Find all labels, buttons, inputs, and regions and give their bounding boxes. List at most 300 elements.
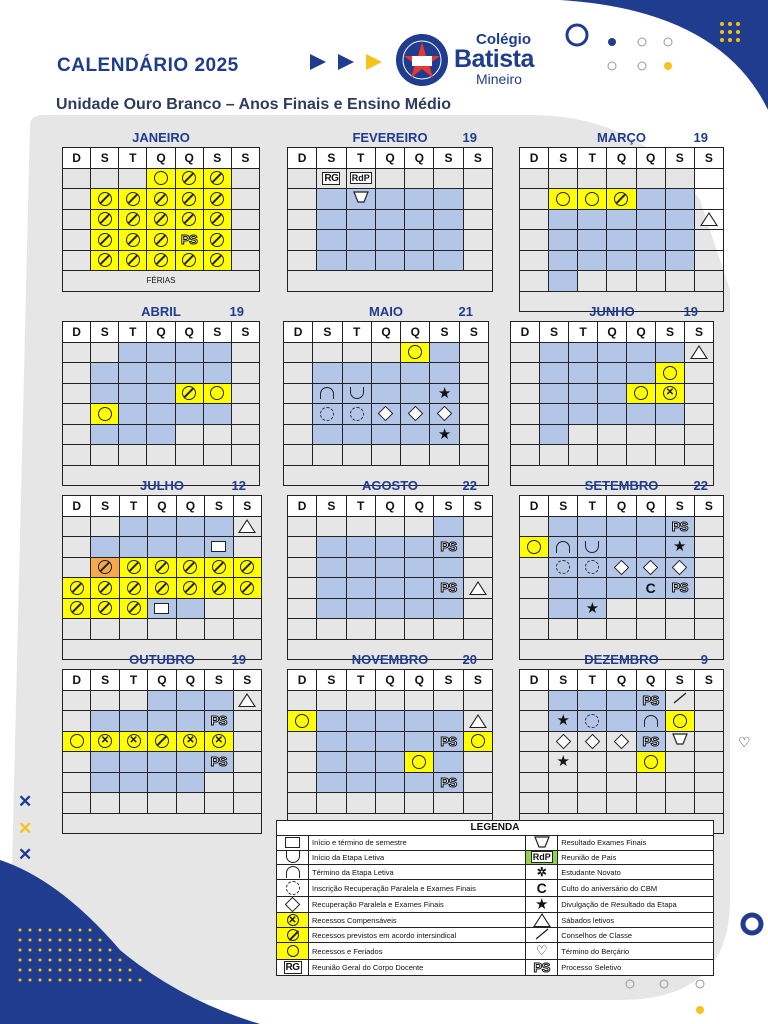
month-abril: [62, 301, 260, 486]
weekday-label: S: [434, 496, 463, 517]
weekday-label: Q: [607, 148, 636, 169]
legend-symbol: [277, 943, 309, 960]
day-cell: [578, 731, 607, 752]
day-cell: [119, 690, 147, 711]
day-cell: [91, 598, 119, 619]
day-cell: [147, 209, 175, 230]
month-maio: [283, 301, 489, 486]
week-row: [520, 772, 724, 793]
weekday-label: S: [685, 322, 714, 343]
recess-slash-circle-icon: [183, 581, 197, 595]
day-cell: [598, 445, 627, 466]
day-cell: [694, 578, 723, 599]
month-março: [519, 127, 724, 312]
day-cell: [578, 250, 607, 271]
day-cell: [607, 230, 636, 251]
legend-symbol: [526, 897, 558, 913]
day-cell: [176, 537, 204, 558]
month-setembro: [519, 475, 724, 660]
recess-slash-circle-icon: [182, 253, 196, 267]
legend-row: [277, 865, 714, 880]
legend-symbol: [526, 928, 558, 943]
recess-slash-circle-icon: [70, 581, 84, 595]
day-cell: [375, 731, 404, 752]
day-cell: [607, 250, 636, 271]
week-row: [288, 772, 493, 793]
day-cell: [91, 516, 119, 537]
school-days-count: 19: [231, 652, 246, 667]
weekday-label: Q: [148, 496, 176, 517]
day-cell: [463, 711, 492, 732]
legend-row: [277, 960, 714, 976]
week-row: [288, 557, 493, 578]
legend-label: Recuperação Paralela e Exames Finais: [309, 897, 526, 913]
day-cell: [607, 711, 636, 732]
day-cell: [434, 772, 463, 793]
day-cell: [405, 793, 434, 814]
week-row: [284, 445, 489, 466]
result-trapezoid-icon: [353, 190, 369, 208]
day-cell: [434, 516, 463, 537]
day-cell: [578, 711, 607, 732]
holiday-circle-icon: [412, 755, 426, 769]
day-cell: [549, 578, 578, 599]
day-cell: [656, 383, 685, 404]
day-cell: [520, 250, 549, 271]
day-cell: [694, 271, 723, 292]
day-cell: [317, 690, 346, 711]
weekday-label: S: [665, 670, 694, 691]
day-cell: [459, 383, 488, 404]
day-cell: [119, 445, 147, 466]
day-cell: [205, 690, 233, 711]
day-cell: [147, 230, 175, 251]
month-table: [519, 147, 724, 312]
week-row: [288, 537, 493, 558]
day-cell: [342, 404, 371, 425]
diamond-icon: [378, 406, 394, 422]
weekday-label: S: [549, 496, 578, 517]
day-cell: [91, 404, 119, 425]
recess-slash-circle-icon: [98, 192, 112, 206]
day-cell: [313, 404, 342, 425]
day-cell: [665, 752, 694, 773]
recess-slash-circle-icon: [155, 560, 169, 574]
day-cell: [231, 209, 259, 230]
month-header: [519, 649, 724, 669]
week-row: [63, 598, 262, 619]
weekday-header-row: [288, 670, 493, 691]
day-cell: [203, 209, 231, 230]
month-name: OUTUBRO: [129, 652, 195, 667]
day-cell: [317, 772, 346, 793]
weekday-label: D: [520, 496, 549, 517]
week-row: [288, 619, 493, 640]
day-cell: [91, 557, 119, 578]
day-cell: [607, 772, 636, 793]
weekday-label: Q: [375, 670, 404, 691]
day-cell: [346, 250, 375, 271]
day-cell: [607, 752, 636, 773]
day-cell: [598, 363, 627, 384]
weekday-label: Q: [636, 496, 665, 517]
weekday-header-row: [63, 670, 262, 691]
week-row: [63, 363, 260, 384]
day-cell: [63, 731, 91, 752]
day-cell: [401, 424, 430, 445]
day-cell: [317, 168, 346, 189]
day-cell: [430, 445, 459, 466]
day-cell: [656, 424, 685, 445]
week-row: [284, 383, 489, 404]
day-cell: [401, 445, 430, 466]
legend-label: Resultado Exames Finais: [558, 835, 714, 850]
week-row: [288, 230, 493, 251]
day-cell: [233, 711, 261, 732]
day-cell: [119, 342, 147, 363]
recess-slash-circle-icon: [614, 192, 628, 206]
month-footer: [63, 813, 262, 834]
weekday-label: S: [463, 670, 492, 691]
holiday-circle-icon: [556, 192, 570, 206]
legend-table: [276, 820, 714, 976]
day-cell: [665, 793, 694, 814]
star-icon: ★: [437, 384, 452, 402]
weekday-label: Q: [375, 148, 404, 169]
day-cell: [434, 619, 463, 640]
week-row: [284, 342, 489, 363]
day-cell: [694, 557, 723, 578]
legend-row: [277, 943, 714, 960]
weekday-header-row: [288, 148, 493, 169]
week-row: [520, 189, 724, 210]
day-cell: [607, 578, 636, 599]
week-row: [63, 250, 260, 271]
week-row: [63, 793, 262, 814]
week-row: [511, 424, 714, 445]
day-cell: [91, 445, 119, 466]
day-cell: [627, 445, 656, 466]
ps-icon: PS: [671, 580, 688, 596]
weekday-label: Q: [401, 322, 430, 343]
weekday-label: D: [288, 670, 317, 691]
day-cell: [463, 230, 492, 251]
day-cell: [119, 752, 147, 773]
day-cell: [520, 557, 549, 578]
day-cell: [578, 189, 607, 210]
day-cell: [375, 209, 404, 230]
day-cell: [63, 578, 91, 599]
weekday-label: S: [694, 670, 723, 691]
day-cell: [176, 516, 204, 537]
month-table: [62, 669, 262, 834]
legend-label: Término da Etapa Letiva: [309, 865, 526, 880]
week-row: [288, 250, 493, 271]
day-cell: [342, 342, 371, 363]
weekday-label: S: [313, 322, 342, 343]
x-mark-icon: ✕: [18, 845, 33, 864]
holiday-circle-icon: [663, 366, 677, 380]
day-cell: [231, 363, 259, 384]
weekday-label: T: [119, 496, 147, 517]
day-cell: [203, 383, 231, 404]
day-cell: [203, 445, 231, 466]
diamond-icon: [672, 559, 688, 575]
day-cell: [91, 752, 119, 773]
legend-symbol: [277, 913, 309, 928]
day-cell: [147, 250, 175, 271]
day-cell: [463, 752, 492, 773]
ps-icon: PS: [642, 692, 659, 708]
page-title: CALENDÁRIO 2025: [57, 55, 239, 76]
diamond-icon: [585, 733, 601, 749]
day-cell: [288, 690, 317, 711]
recess-slash-circle-icon: [210, 212, 224, 226]
weekday-label: S: [434, 670, 463, 691]
weekday-label: S: [549, 148, 578, 169]
day-cell: [175, 209, 203, 230]
week-row: [511, 342, 714, 363]
day-cell: [346, 772, 375, 793]
day-cell: [569, 363, 598, 384]
rdp-icon: RdP: [532, 852, 551, 863]
day-cell: [175, 189, 203, 210]
day-cell: [549, 772, 578, 793]
day-cell: [205, 772, 233, 793]
week-row: [520, 793, 724, 814]
day-cell: [405, 537, 434, 558]
week-row: [63, 752, 262, 773]
day-cell: [598, 424, 627, 445]
diamond-icon: [614, 559, 630, 575]
recess-slash-circle-icon: [98, 212, 112, 226]
heart-icon: ♡: [535, 943, 548, 958]
month-table: [62, 495, 262, 660]
holiday-circle-icon: [471, 734, 485, 748]
day-cell: [405, 598, 434, 619]
day-cell: [346, 516, 375, 537]
day-cell: [346, 793, 375, 814]
day-cell: [607, 731, 636, 752]
day-cell: [205, 516, 233, 537]
day-cell: [607, 557, 636, 578]
day-cell: [148, 690, 176, 711]
day-cell: [656, 342, 685, 363]
day-cell: [578, 752, 607, 773]
week-row: [63, 690, 262, 711]
day-cell: [288, 731, 317, 752]
day-cell: [463, 598, 492, 619]
day-cell: [520, 168, 549, 189]
day-cell: [520, 578, 549, 599]
legend-row: [277, 928, 714, 943]
recess-slash-circle-icon: [98, 601, 112, 615]
day-cell: [459, 363, 488, 384]
weekday-label: Q: [176, 496, 204, 517]
c-icon: C: [536, 880, 547, 896]
day-cell: [203, 250, 231, 271]
day-cell: [119, 578, 147, 599]
day-cell: [147, 424, 175, 445]
day-cell: [607, 189, 636, 210]
week-row: [63, 619, 262, 640]
day-cell: [346, 578, 375, 599]
dashed-circle-icon: [585, 560, 599, 574]
recess-slash-circle-icon: [154, 212, 168, 226]
weekday-label: S: [540, 322, 569, 343]
weekday-label: T: [346, 670, 375, 691]
day-cell: [148, 578, 176, 599]
legend-label: Início e término de semestre: [309, 835, 526, 850]
legend-symbol: [526, 865, 558, 880]
day-cell: [288, 578, 317, 599]
day-cell: [665, 619, 694, 640]
legend-row: [277, 913, 714, 928]
recess-slash-circle-icon: [154, 253, 168, 267]
day-cell: [511, 363, 540, 384]
day-cell: [375, 598, 404, 619]
week-row: [63, 424, 260, 445]
holiday-circle-icon: [585, 192, 599, 206]
logo-line-1: Colégio: [476, 31, 531, 48]
square-icon: [211, 541, 226, 552]
triangle-icon: [533, 913, 551, 927]
day-cell: [694, 209, 723, 230]
holiday-circle-icon: [98, 407, 112, 421]
day-cell: [233, 619, 261, 640]
day-cell: [63, 711, 91, 732]
weekday-label: S: [317, 670, 346, 691]
day-cell: [511, 424, 540, 445]
month-table: [287, 669, 493, 834]
day-cell: [63, 557, 91, 578]
weekday-label: S: [91, 322, 119, 343]
day-cell: [685, 363, 714, 384]
weekday-label: D: [520, 670, 549, 691]
day-cell: [233, 578, 261, 599]
day-cell: [549, 557, 578, 578]
month-header: [287, 127, 493, 147]
month-name: MAIO: [369, 304, 403, 319]
day-cell: [346, 168, 375, 189]
day-cell: [346, 209, 375, 230]
day-cell: [119, 209, 147, 230]
legend-row: [277, 835, 714, 850]
day-cell: [459, 424, 488, 445]
day-cell: [148, 731, 176, 752]
week-row: [520, 537, 724, 558]
day-cell: [540, 404, 569, 425]
day-cell: [288, 230, 317, 251]
month-table: [287, 147, 493, 292]
day-cell: [63, 690, 91, 711]
day-cell: [288, 793, 317, 814]
day-cell: [313, 363, 342, 384]
day-cell: [317, 557, 346, 578]
school-days-count: 20: [462, 652, 477, 667]
day-cell: [520, 731, 549, 752]
day-cell: [147, 383, 175, 404]
day-cell: [405, 619, 434, 640]
day-cell: [434, 250, 463, 271]
recess-slash-circle-icon: [182, 192, 196, 206]
week-row: [63, 383, 260, 404]
triangle-icon: [238, 693, 256, 707]
compensable-recess-icon: ✕: [98, 734, 112, 748]
day-cell: [91, 209, 119, 230]
day-cell: [375, 711, 404, 732]
day-cell: [233, 516, 261, 537]
day-cell: [578, 230, 607, 251]
weekday-label: S: [665, 148, 694, 169]
day-cell: [549, 250, 578, 271]
day-cell: [119, 383, 147, 404]
week-row: [63, 578, 262, 599]
day-cell: [405, 516, 434, 537]
weekday-label: S: [665, 496, 694, 517]
day-cell: [569, 342, 598, 363]
day-cell: [694, 731, 723, 752]
day-cell: [549, 168, 578, 189]
day-cell: [288, 209, 317, 230]
day-cell: [578, 537, 607, 558]
day-cell: [147, 445, 175, 466]
week-row: [520, 711, 724, 732]
week-row: [520, 250, 724, 271]
day-cell: [598, 342, 627, 363]
day-cell: [636, 189, 665, 210]
weekday-header-row: [511, 322, 714, 343]
recess-slash-circle-icon: [126, 253, 140, 267]
day-cell: [176, 557, 204, 578]
day-cell: [459, 342, 488, 363]
day-cell: [317, 752, 346, 773]
day-cell: [463, 189, 492, 210]
result-trapezoid-icon: [672, 732, 688, 750]
day-cell: [346, 537, 375, 558]
recess-slash-circle-icon: [126, 192, 140, 206]
day-cell: [203, 230, 231, 251]
weekday-label: D: [520, 148, 549, 169]
star-icon: ★: [673, 538, 687, 556]
weekday-header-row: [63, 322, 260, 343]
day-cell: [63, 209, 91, 230]
week-row: [520, 752, 724, 773]
month-table: [287, 495, 493, 660]
day-cell: [607, 598, 636, 619]
holiday-circle-icon: [644, 755, 658, 769]
day-cell: [63, 516, 91, 537]
day-cell: [607, 516, 636, 537]
day-cell: [430, 363, 459, 384]
day-cell: [375, 752, 404, 773]
day-cell: [549, 209, 578, 230]
day-cell: [636, 516, 665, 537]
weekday-label: Q: [176, 670, 204, 691]
day-cell: [463, 731, 492, 752]
ps-icon: PS: [210, 754, 227, 770]
day-cell: [511, 445, 540, 466]
day-cell: [520, 209, 549, 230]
month-outubro: [62, 649, 262, 834]
day-cell: [63, 537, 91, 558]
day-cell: [91, 230, 119, 251]
day-cell: [288, 619, 317, 640]
day-cell: [205, 793, 233, 814]
day-cell: [233, 690, 261, 711]
day-cell: [694, 711, 723, 732]
day-cell: [91, 731, 119, 752]
